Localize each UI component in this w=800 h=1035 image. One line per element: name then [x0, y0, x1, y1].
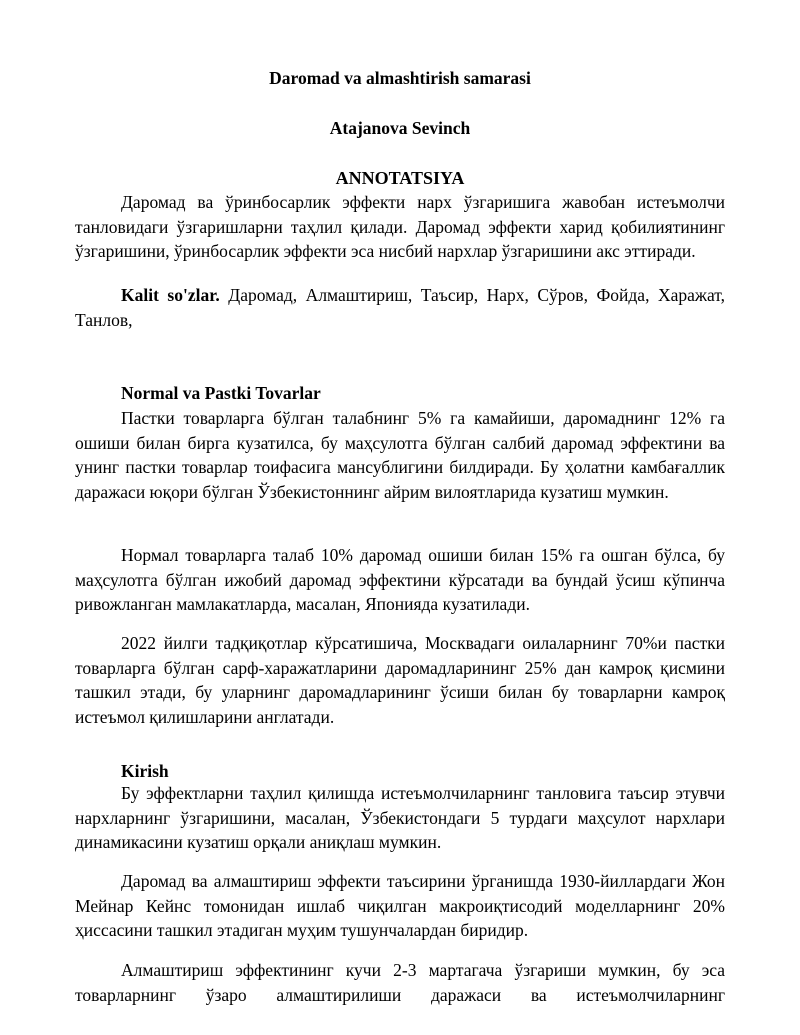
section2-paragraph-1: Бу эффектларни таҳлил қилишда истеъмолчиларнинг танловига таъсир этувчи нархларнинг ўзгаришини, масалан, Ўзбекистондаги 5 турдаги маҳсулот нархлари динамикасини кузатиш орқали аниқлаш мумкин.: [75, 783, 725, 852]
document-author: Atajanova Sevinch: [329, 118, 471, 138]
section1-paragraph-1: Пастки товарларга бўлган талабнинг 5% га камайиши, даромаднинг 12% га ошиши билан бирга кузатилса, бу маҳсулотга бўлган салбий даромад эффектини ва унинг пастки товарлар тоифасига мансублигини билдиради. Бу ҳолатни камбағаллик даражаси юқори бўлган Ўзбекистоннинг айрим вилоятларида кузатиш мумкин.: [75, 408, 725, 502]
document-title: Daromad va almashtirish samarasi: [269, 68, 531, 88]
annotation-paragraph: Даромад ва ўринбосарлик эффекти нарх ўзгаришига жавобан истеъмолчи танловидаги ўзгаришларни таҳлил қилади. Даромад эффекти харид қобилиятининг ўзгаришини, ўринбосарлик эффекти эса нисбий нархлар ўзгаришини акс эттиради.: [75, 192, 725, 261]
section-heading-normal-pastki: Normal va Pastki Tovarlar: [121, 383, 321, 403]
keywords-paragraph: [75, 283, 725, 332]
section1-paragraph-3: 2022 йилги тадқиқотлар кўрсатишича, Москвадаги оилаларнинг 70%и пастки товарларга бўлган сарф-харажатларини даромадларининг 25% дан камроқ қисмини ташкил этади, бу уларнинг даромадларининг ўсиши билан бу товарларни камроқ истеъмол қилишларини англатади.: [75, 633, 725, 727]
section2-paragraph-3: Алмаштириш эффектининг кучи 2-3 мартагача ўзгариши мумкин, бу эса товарларнинг ўзаро алмаштирилиши даражаси ва истеъмолчиларнинг: [75, 960, 725, 1005]
section-heading-kirish: Kirish: [121, 761, 169, 781]
section2-paragraph-2: Даромад ва алмаштириш эффекти таъсирини ўрганишда 1930-йиллардаги Жон Мейнар Кейнс томонидан ишлаб чиқилган макроиқтисодий моделларнинг 20% ҳиссасини ташкил этадиган муҳим тушунчалардан биридир.: [75, 871, 725, 940]
section1-paragraph-2: Нормал товарларга талаб 10% даромад ошиши билан 15% га ошган бўлса, бу маҳсулотга бўлган ижобий даромад эффектини кўрсатади ва бундай ўсиш кўпинча ривожланган мамлакатларда, масалан, Японияда кузатилади.: [75, 545, 725, 614]
keywords-text: Даромад, Алмаштириш, Таъсир, Нарх, Сўров, Фойда, Харажат, Танлов,: [75, 285, 725, 330]
keywords-label: Kalit so'zlar.: [121, 285, 220, 305]
annotation-heading: ANNOTATSIYA: [335, 168, 465, 188]
